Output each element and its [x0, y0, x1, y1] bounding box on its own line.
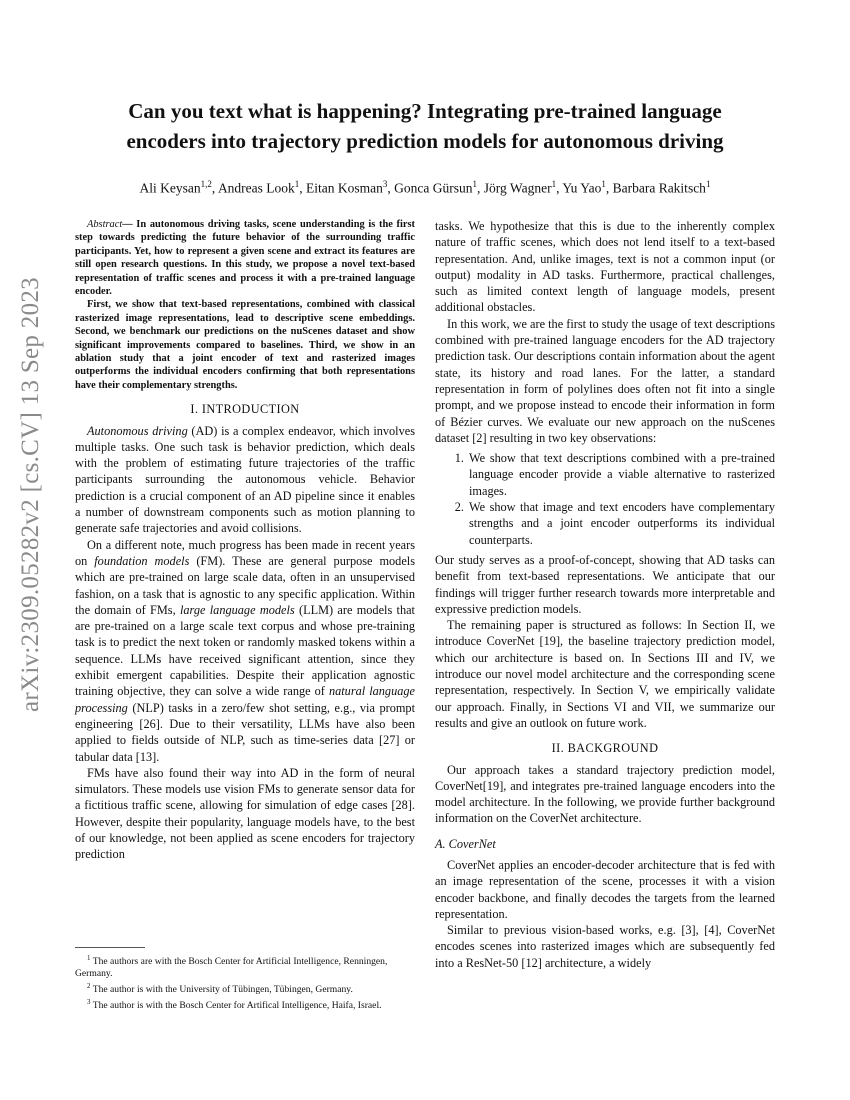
section-heading-introduction: I. INTRODUCTION	[190, 402, 300, 417]
body-paragraph: Similar to previous vision-based works, e.g. [3], [4], CoverNet encodes scenes into rasterized images which are subsequently fed into a ResNet-50 [12] architecture, a widely	[435, 923, 775, 970]
paper-title: Can you text what is happening? Integrating pre-trained language encoders into trajectory prediction models for autonomous driving	[126, 99, 724, 153]
body-paragraph: On a different note, much progress has been made in recent years on foundation models (FM). These are general purpose models which are pre-trained on large scale data, often in an unsupervised fashion, on a task that is agnostic to any specific application. Within the domain of FMs, large language models (LLM) are models that are pre-trained on a large scale text corpus and whose pre-training task is to predict the next token or randomly masked tokens within a sequence. LLMs have received significant attention, since they exhibit emergent capabilities. Despite their application agnostic training objective, they can solve a wide range of natural language processing (NLP) tasks in a zero/few shot setting, e.g., via prompt engineering [26]. Due to their versatility, LLMs have also been applied to fields outside of NLP, such as time-series data [27] or tabular data [13].	[75, 537, 415, 764]
subsection-heading-covernet: A. CoverNet	[435, 836, 496, 851]
body-paragraph: FMs have also found their way into AD in the form of neural simulators. These models use vision FMs to generate sensor data for a fictitious traffic scene, allowing for simulation of edge cases [28]. However, despite their popularity, language models have, to the best of our knowledge, not been applied as scene encoders for trajectory prediction	[75, 765, 415, 862]
footnote: $^1$ The authors are with the Bosch Center for Artificial Intelligence, Renningen, Germany.	[75, 954, 388, 980]
body-paragraph: Our approach takes a standard trajectory prediction model, CoverNet[19], and integrates pre-trained language encoders into the model architecture. In the following, we provide further background information on the CoverNet architecture.	[435, 762, 775, 826]
left-column	[75, 218, 415, 863]
abstract-paragraph: First, we show that text-based representations, combined with classical rasterized image representations, lead to descriptive scene embeddings. Second, we benchmark our predictions on the nuScenes dataset and show significant improvements compared to baselines. Third, we show in an ablation study that a joint encoder of text and rasterized images outperforms the individual encoders confirming that both representations have their complementary strengths.	[75, 299, 415, 391]
author-name: Yu Yao	[562, 180, 602, 196]
body-paragraph: Our study serves as a proof-of-concept, showing that AD tasks can benefit from text-based representations. We anticipate that our findings will trigger further research towards more interpretable and expressive prediction models.	[435, 552, 775, 616]
author-name: Ali Keysan	[139, 180, 201, 196]
arxiv-identifier: arXiv:2309.05282v2 [cs.CV] 13 Sep 2023	[17, 277, 44, 713]
right-column	[435, 218, 775, 971]
body-paragraph: The remaining paper is structured as follows: In Section II, we introduce CoverNet [19], the baseline trajectory prediction model, which our architecture is based on. In Sections III and IV, we introduce our novel model architecture and the corresponding scene representation, respectively. In Section V, we empirically validate our approach. Finally, in Sections VI and VII, we summarize our results and give an outlook on future work.	[435, 618, 775, 730]
footnote: $^2$ The author is with the University of Tübingen, Tübingen, Germany.	[87, 982, 353, 996]
list-item: 1. We show that text descriptions combined with a pre-trained language encoder provide a viable alternative to rasterized images.	[467, 450, 775, 499]
introduction-body	[75, 423, 415, 863]
author-list: Ali Keysan$^{1,2}$, Andreas Look$^1$, Eitan Kosman$^3$, Gonca Gürsun$^1$, Jörg Wagner$^1$, Yu Yao$^1$, Barbara Rakitsch$^1$	[139, 179, 711, 196]
footnote-rule	[75, 947, 145, 948]
author-name: Eitan Kosman	[306, 180, 383, 196]
abstract-label: Abstract	[87, 219, 123, 230]
body-paragraph: CoverNet applies an encoder-decoder architecture that is fed with an image representation of the scene, processes it with a vision encoder backbone, and finally decodes the targets from the learned representation.	[435, 857, 775, 921]
abstract-paragraph: — In autonomous driving tasks, scene understanding is the first step towards predicting the future behavior of the surrounding traffic participants. Yet, how to represent a given scene and extract its features are still open research questions. In this study, we propose a novel text-based representation of traffic scenes and process it with a pre-trained language encoder.	[75, 219, 415, 298]
abstract	[75, 218, 415, 392]
body-paragraph: In this work, we are the first to study the usage of text descriptions combined with pre-trained language encoders for the AD trajectory prediction task. Our descriptions contain information about the agent state, its history and road lanes. For the latter, a standard representation in form of polylines does often not fit into a single prompt, and we propose instead to encode their information in form of Bézier curves. We evaluate our new approach on the nuScenes dataset [2] resulting in two key observations:	[435, 316, 775, 445]
body-paragraph: Autonomous driving (AD) is a complex endeavor, which involves multiple tasks. One such task is behavior prediction, which deals with the problem of estimating future trajectories of the traffic participants surrounding the autonomous vehicle. Behavior prediction is a crucial component of an AD pipeline since it enables a number of downstream components such as motion planning to generate safe trajectories and avoid collisions.	[75, 423, 415, 536]
author-name: Jörg Wagner	[483, 180, 552, 196]
list-item: 2. We show that image and text encoders have complementary strengths and a joint encoder outperforms its individual counterparts.	[467, 499, 775, 548]
section-heading-background: II. BACKGROUND	[551, 741, 659, 756]
footnotes	[75, 952, 415, 1013]
author-name: Gonca Gürsun	[394, 180, 473, 196]
author-name: Andreas Look	[217, 180, 295, 196]
footnote: $^3$ The author is with the Bosch Center for Artifical Intelligence, Haifa, Israel.	[87, 998, 382, 1012]
author-name: Barbara Rakitsch	[612, 180, 706, 196]
contribution-list	[435, 450, 775, 548]
body-paragraph: tasks. We hypothesize that this is due to the inherently complex nature of traffic scenes, which does not lend itself to a text-based representation. And, unlike images, text is not a common input (or output) modality in AD tasks. Furthermore, practical challenges, such as limited context length of language models, present additional obstacles.	[435, 219, 775, 315]
